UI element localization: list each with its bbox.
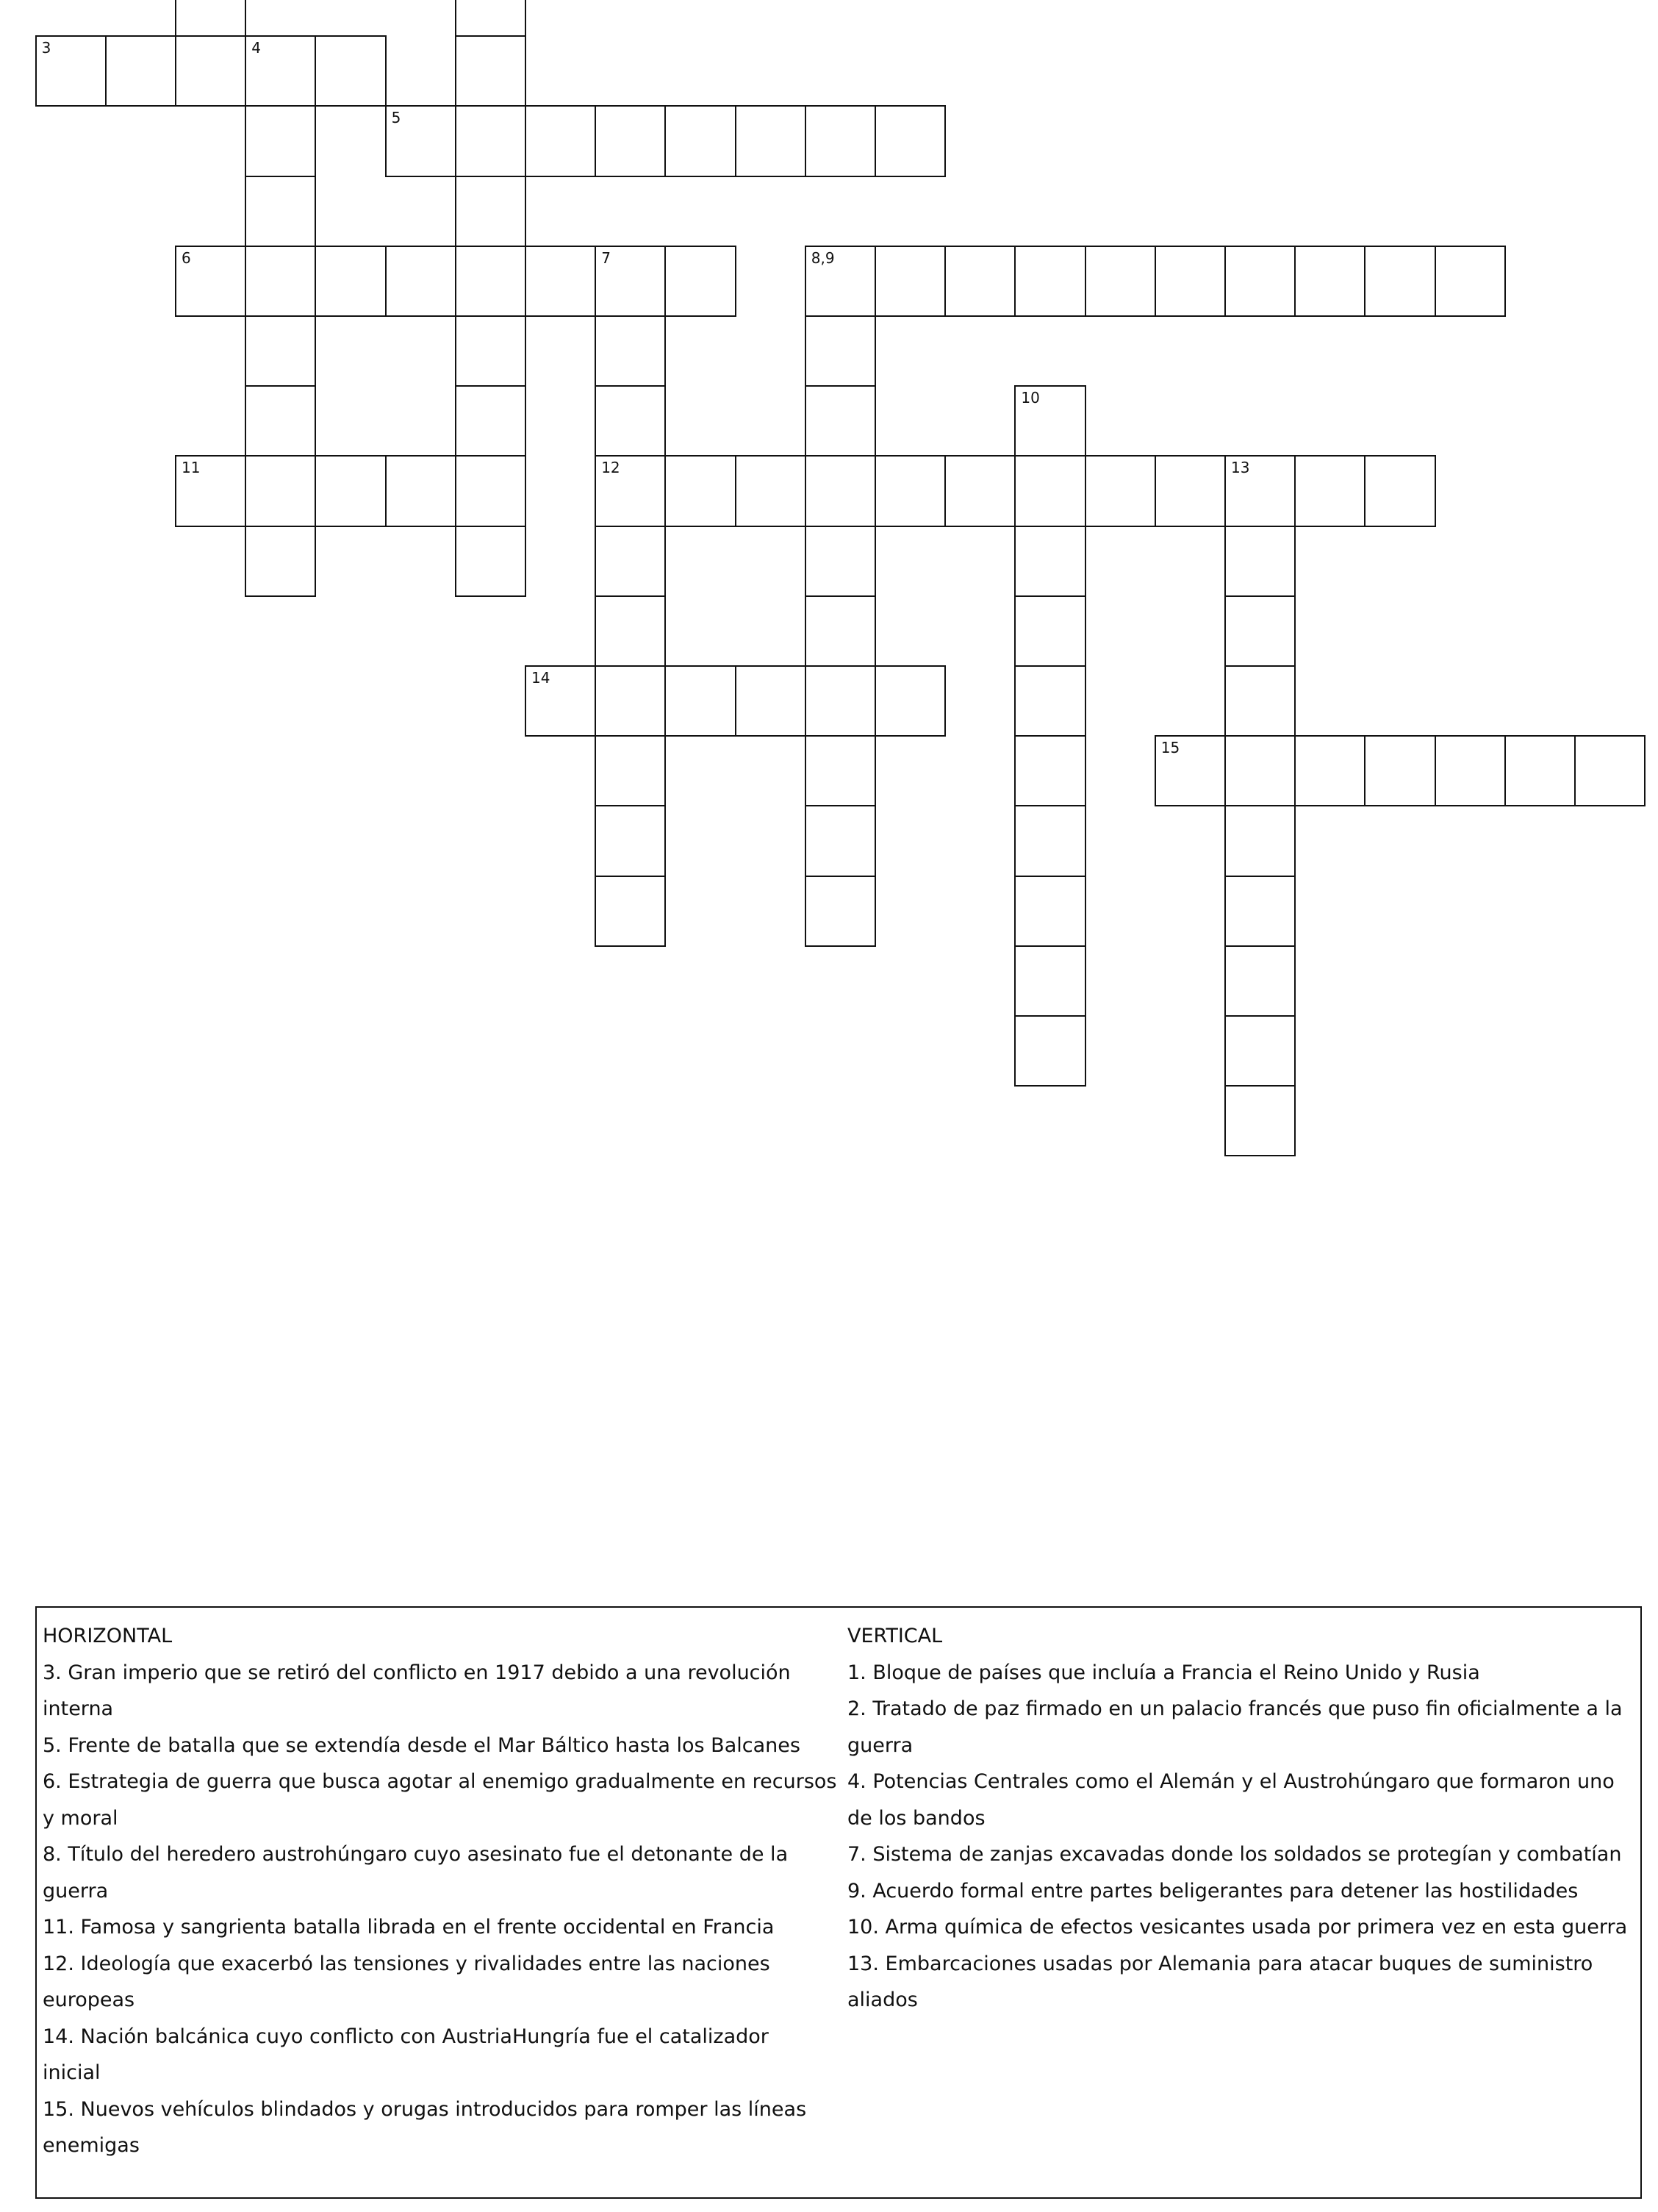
clue-line: 14. Nación balcánica cuyo conflicto con AustriaHungría fue el catalizador — [43, 2025, 769, 2048]
grid-cell[interactable] — [1014, 385, 1085, 457]
grid-cell[interactable] — [805, 876, 876, 947]
grid-cell[interactable] — [245, 105, 316, 176]
grid-cell[interactable] — [1224, 805, 1296, 876]
grid-cell[interactable] — [1014, 876, 1085, 947]
grid-cell[interactable] — [1224, 246, 1296, 317]
clue-number: 10 — [1021, 389, 1040, 407]
grid-cell[interactable] — [664, 665, 736, 737]
grid-cell[interactable] — [175, 455, 246, 526]
horizontal-heading: HORIZONTAL — [43, 1625, 173, 1647]
grid-cell[interactable] — [455, 105, 526, 176]
grid-cell[interactable] — [595, 455, 666, 526]
clue-line: 15. Nuevos vehículos blindados y orugas introducidos para romper las líneas — [43, 2097, 807, 2121]
grid-cell[interactable] — [805, 595, 876, 667]
grid-cell[interactable] — [875, 246, 946, 317]
grid-cell[interactable] — [1224, 1015, 1296, 1087]
grid-cell[interactable] — [315, 35, 386, 107]
grid-cell[interactable] — [664, 105, 736, 176]
grid-cell[interactable] — [1224, 455, 1296, 526]
grid-cell[interactable] — [944, 455, 1016, 526]
grid-cell[interactable] — [35, 35, 107, 107]
clue-line: y moral — [43, 1806, 118, 1830]
grid-cell[interactable] — [1574, 735, 1646, 806]
grid-cell[interactable] — [1155, 735, 1226, 806]
grid-cell[interactable] — [735, 105, 806, 176]
grid-cell[interactable] — [455, 455, 526, 526]
grid-cell[interactable] — [1014, 735, 1085, 806]
grid-cell[interactable] — [805, 105, 876, 176]
grid-cell[interactable] — [455, 246, 526, 317]
grid-cell[interactable] — [875, 665, 946, 737]
clue-line: 3. Gran imperio que se retiró del conflicto en 1917 debido a una revolución — [43, 1661, 791, 1684]
grid-cell[interactable] — [455, 176, 526, 247]
grid-cell[interactable] — [805, 315, 876, 387]
grid-cell[interactable] — [1224, 945, 1296, 1017]
grid-cell[interactable] — [455, 0, 526, 37]
clue-line: 7. Sistema de zanjas excavadas donde los soldados se protegían y combatían — [847, 1843, 1622, 1866]
grid-cell[interactable] — [315, 246, 386, 317]
grid-cell[interactable] — [595, 246, 666, 317]
grid-cell[interactable] — [1014, 595, 1085, 667]
grid-cell[interactable] — [455, 315, 526, 387]
clue-number: 7 — [601, 248, 611, 267]
grid-cell[interactable] — [175, 0, 246, 37]
clue-line: europeas — [43, 1989, 135, 2011]
clue-line: 8. Título del heredero austrohúngaro cuyo asesinato fue el detonante de la — [43, 1843, 789, 1866]
grid-cell[interactable] — [664, 246, 736, 317]
grid-cell[interactable] — [805, 455, 876, 526]
clue-line: 11. Famosa y sangrienta batalla librada en el frente occidental en Francia — [43, 1916, 775, 1939]
clue-line: guerra — [847, 1733, 914, 1757]
clue-number: 4 — [251, 39, 261, 57]
clue-line: enemigas — [43, 2134, 140, 2157]
grid-cell[interactable] — [1224, 526, 1296, 597]
grid-cell[interactable] — [1364, 246, 1435, 317]
grid-cell[interactable] — [805, 526, 876, 597]
grid-cell[interactable] — [664, 455, 736, 526]
grid-cell[interactable] — [595, 876, 666, 947]
clue-line: de los bandos — [847, 1806, 986, 1830]
grid-cell[interactable] — [1435, 735, 1506, 806]
grid-cell[interactable] — [245, 385, 316, 457]
grid-cell[interactable] — [595, 595, 666, 667]
clue-line: 10. Arma química de efectos vesicantes usada por primera vez en esta guerra — [847, 1916, 1628, 1939]
grid-cell[interactable] — [1504, 735, 1576, 806]
grid-cell[interactable] — [805, 246, 876, 317]
grid-cell[interactable] — [805, 805, 876, 876]
clue-line: 2. Tratado de paz firmado en un palacio francés que puso fin oficialmente a la — [847, 1697, 1623, 1720]
clue-number: 3 — [41, 39, 51, 57]
grid-cell[interactable] — [805, 385, 876, 457]
grid-cell[interactable] — [1224, 665, 1296, 737]
grid-cell[interactable] — [245, 455, 316, 526]
grid-cell[interactable] — [525, 105, 596, 176]
grid-cell[interactable] — [245, 35, 316, 107]
grid-cell[interactable] — [595, 385, 666, 457]
grid-cell[interactable] — [875, 455, 946, 526]
grid-cell[interactable] — [805, 665, 876, 737]
grid-cell[interactable] — [595, 805, 666, 876]
grid-cell[interactable] — [1014, 246, 1085, 317]
grid-cell[interactable] — [1014, 945, 1085, 1017]
grid-cell[interactable] — [525, 665, 596, 737]
clue-line: 5. Frente de batalla que se extendía desde el Mar Báltico hasta los Balcanes — [43, 1733, 800, 1757]
clue-number: 5 — [391, 109, 401, 127]
grid-cell[interactable] — [595, 665, 666, 737]
grid-cell[interactable] — [1364, 455, 1435, 526]
grid-cell[interactable] — [1224, 1085, 1296, 1156]
clue-line: 1. Bloque de países que incluía a Francia el Reino Unido y Rusia — [847, 1661, 1480, 1684]
grid-cell[interactable] — [385, 455, 456, 526]
clue-number: 15 — [1160, 739, 1180, 757]
grid-cell[interactable] — [1224, 735, 1296, 806]
grid-cell[interactable] — [805, 735, 876, 806]
clue-line: 12. Ideología que exacerbó las tensiones y rivalidades entre las naciones — [43, 1952, 770, 1975]
grid-cell[interactable] — [105, 35, 176, 107]
grid-cell[interactable] — [1155, 455, 1226, 526]
grid-cell[interactable] — [1294, 455, 1365, 526]
clue-number: 8,9 — [811, 248, 835, 267]
grid-cell[interactable] — [245, 526, 316, 597]
grid-cell[interactable] — [1224, 595, 1296, 667]
grid-cell[interactable] — [1294, 246, 1365, 317]
grid-cell[interactable] — [1014, 1015, 1085, 1087]
clue-number: 13 — [1231, 459, 1250, 477]
grid-cell[interactable] — [315, 455, 386, 526]
grid-cell[interactable] — [595, 526, 666, 597]
grid-cell[interactable] — [944, 246, 1016, 317]
grid-cell[interactable] — [1085, 455, 1156, 526]
grid-cell[interactable] — [875, 105, 946, 176]
grid-cell[interactable] — [1014, 455, 1085, 526]
grid-cell[interactable] — [245, 176, 316, 247]
grid-cell[interactable] — [455, 35, 526, 107]
grid-cell[interactable] — [1014, 805, 1085, 876]
clue-line: 6. Estrategia de guerra que busca agotar al enemigo gradualmente en recursos — [43, 1770, 837, 1793]
grid-cell[interactable] — [455, 385, 526, 457]
grid-cell[interactable] — [175, 35, 246, 107]
grid-cell[interactable] — [455, 526, 526, 597]
grid-cell[interactable] — [595, 105, 666, 176]
grid-cell[interactable] — [595, 315, 666, 387]
vertical-clues — [847, 1618, 1637, 2019]
grid-cell[interactable] — [1085, 246, 1156, 317]
grid-cell[interactable] — [735, 455, 806, 526]
grid-cell[interactable] — [595, 735, 666, 806]
grid-cell[interactable] — [1014, 526, 1085, 597]
clue-number: 14 — [531, 669, 550, 687]
grid-cell[interactable] — [1014, 665, 1085, 737]
grid-cell[interactable] — [385, 246, 456, 317]
grid-cell[interactable] — [1294, 735, 1365, 806]
grid-cell[interactable] — [1155, 246, 1226, 317]
clue-number: 11 — [182, 459, 201, 477]
grid-cell[interactable] — [175, 246, 246, 317]
clue-line: inicial — [43, 2061, 101, 2084]
clue-line: 13. Embarcaciones usadas por Alemania para atacar buques de suministro — [847, 1952, 1593, 1975]
clue-number: 6 — [182, 248, 191, 267]
clue-line: aliados — [847, 1989, 918, 2011]
grid-cell[interactable] — [1224, 876, 1296, 947]
grid-cell[interactable] — [1435, 246, 1506, 317]
grid-cell[interactable] — [1364, 735, 1435, 806]
grid-cell[interactable] — [385, 105, 456, 176]
grid-cell[interactable] — [245, 315, 316, 387]
grid-cell[interactable] — [735, 665, 806, 737]
vertical-heading: VERTICAL — [847, 1625, 943, 1647]
clue-line: 4. Potencias Centrales como el Alemán y el Austrohúngaro que formaron uno — [847, 1770, 1615, 1793]
clue-line: interna — [43, 1697, 114, 1720]
clue-line: guerra — [43, 1879, 109, 1903]
clue-line: 9. Acuerdo formal entre partes beligerantes para detener las hostilidades — [847, 1879, 1579, 1903]
clue-number: 12 — [601, 459, 620, 477]
grid-cell[interactable] — [245, 246, 316, 317]
grid-cell[interactable] — [525, 246, 596, 317]
horizontal-clues — [43, 1618, 851, 2164]
clues-panel — [35, 1606, 1642, 2199]
